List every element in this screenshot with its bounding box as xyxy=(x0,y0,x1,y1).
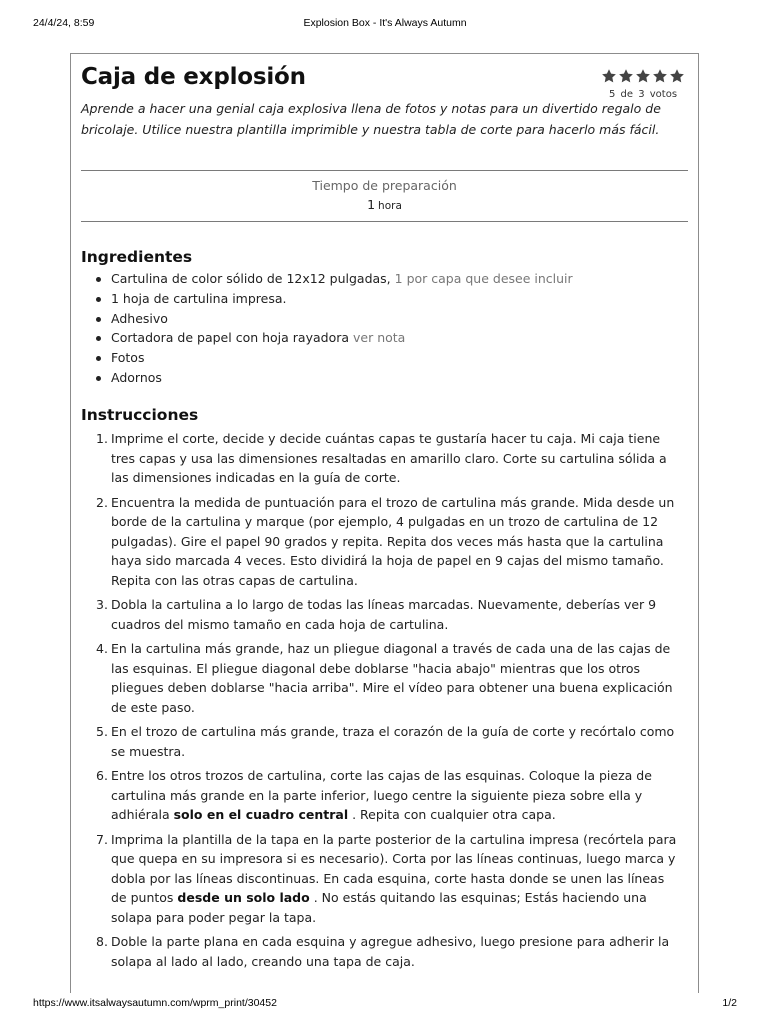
ingredient-item xyxy=(81,328,681,348)
instructions-heading: Instrucciones xyxy=(81,406,199,424)
ingredients-heading: Ingredientes xyxy=(81,248,193,266)
instruction-step xyxy=(81,639,681,717)
instruction-step xyxy=(81,595,681,634)
print-page-title: Explosion Box - It's Always Autumn xyxy=(303,17,467,29)
instruction-step xyxy=(81,429,681,488)
ingredient-item xyxy=(81,309,681,329)
step-number: 6. xyxy=(96,768,108,783)
instruction-step xyxy=(81,932,681,971)
star-icon[interactable] xyxy=(635,68,651,84)
print-header xyxy=(33,17,737,31)
step-number: 8. xyxy=(96,934,108,949)
print-footer xyxy=(33,997,737,1011)
step-number: 1. xyxy=(96,431,108,446)
step-text-after: . No estás quitando las esquinas; Estás haciendo una solapa para poder pegar la tapa. xyxy=(111,890,647,925)
step-number: 7. xyxy=(96,831,108,847)
step-text: Imprima la plantilla de la tapa en la parte posterior de la cartulina impresa (recórtela para que quepa en su impresora si es necesario). Corta por las líneas continuas, luego marca y dobla por las líneas discontinuas. En cada esquina, corte hasta donde se unen las líneas de puntos xyxy=(111,831,677,905)
ingredient-text: 1 hoja de cartulina impresa. xyxy=(111,290,287,306)
rating-average: 5 xyxy=(608,89,616,100)
instruction-step xyxy=(81,493,681,591)
prep-time-value xyxy=(81,197,688,212)
instruction-step xyxy=(81,766,681,825)
ingredient-text: Cortadora de papel con hoja rayadora xyxy=(111,330,350,346)
step-text: Entre los otros trozos de cartulina, corte las cajas de las esquinas. Coloque la pieza de cartulina más grande en la parte inferior, luego centre la siguiente pieza sobre ella y adhiérala xyxy=(111,768,652,822)
recipe-title: Caja de explosión xyxy=(81,64,306,90)
print-page-number: 1/2 xyxy=(722,997,737,1009)
recipe-summary: Aprende a hacer una genial caja explosiva llena de fotos y notas para un divertido regalo de bricolaje. Utilice nuestra plantilla imprimible y nuestra tabla de corte para hacerlo más fácil. xyxy=(81,101,661,137)
star-icon[interactable] xyxy=(669,68,685,84)
ingredient-item xyxy=(81,289,681,309)
ingredient-text: Fotos xyxy=(111,350,145,366)
step-text: Dobla la cartulina a lo largo de todas las líneas marcadas. Nuevamente, deberías ver 9 cuadros del mismo tamaño en cada hoja de cartulina. xyxy=(111,597,657,632)
step-number: 2. xyxy=(96,494,108,510)
star-icon[interactable] xyxy=(652,68,668,84)
ingredient-text: Adornos xyxy=(111,369,162,385)
instruction-step xyxy=(81,722,681,761)
step-number: 4. xyxy=(96,641,108,656)
ingredient-item xyxy=(81,348,681,368)
ingredient-note: ver nota xyxy=(353,330,406,346)
ingredients-list xyxy=(81,269,681,388)
prep-time-unit: hora xyxy=(378,200,402,212)
step-text-after: . Repita con cualquier otra capa. xyxy=(348,807,556,822)
recipe-times xyxy=(81,170,688,222)
step-text: Doble la parte plana en cada esquina y agregue adhesivo, luego presione para adherir la solapa al lado al lado, creando una tapa de caja. xyxy=(111,934,670,969)
star-icon[interactable] xyxy=(618,68,634,84)
print-datetime: 24/4/24, 8:59 xyxy=(33,17,95,29)
rating-count-label: votos xyxy=(649,89,678,100)
ingredient-item xyxy=(81,368,681,388)
step-emphasis: solo en el cuadro central xyxy=(173,807,349,822)
ingredient-note: 1 por capa que desee incluir xyxy=(394,271,573,286)
ingredient-text: Cartulina de color sólido de 12x12 pulgadas, xyxy=(111,271,391,286)
instructions-list xyxy=(81,429,681,976)
prep-time-number: 1 xyxy=(367,197,376,212)
step-emphasis: desde un solo lado xyxy=(177,890,310,905)
recipe-card xyxy=(70,53,699,993)
ingredient-text: Adhesivo xyxy=(111,310,168,326)
step-number: 3. xyxy=(96,597,108,612)
step-text: Imprime el corte, decide y decide cuántas capas te gustaría hacer tu caja. Mi caja tiene tres capas y usa las dimensiones resaltadas en amarillo claro. Corte su cartulina sólida a las dimensiones indicadas en la guía de corte. xyxy=(111,431,667,485)
prep-time-label: Tiempo de preparación xyxy=(312,178,457,193)
step-number: 5. xyxy=(96,724,108,739)
rating-connector: de xyxy=(620,89,633,100)
instruction-step xyxy=(81,830,681,928)
step-text: Encuentra la medida de puntuación para el trozo de cartulina más grande. Mida desde un borde de la cartulina y marque (por ejemplo, 4 pulgadas en un trozo de cartulina de 12 pulgadas). Gire el papel 90 grados y repita. Repita dos veces más hasta que la cartulina haya sido marcada 4 veces. Esto dividirá la hoja de papel en 9 cajas del mismo tamaño. Repita con las otras capas de cartulina. xyxy=(111,494,675,588)
ingredient-item xyxy=(81,269,681,289)
step-text: En el trozo de cartulina más grande, traza el corazón de la guía de corte y recórtalo como se muestra. xyxy=(111,724,675,759)
print-url[interactable]: https://www.itsalwaysautumn.com/wprm_print/30452 xyxy=(33,997,277,1009)
rating-count: 3 xyxy=(638,89,645,100)
step-text: En la cartulina más grande, haz un pliegue diagonal a través de cada una de las cajas de las esquinas. El pliegue diagonal debe doblarse "hacia abajo" mientras que los otros pliegues deben doblarse "hacia arriba". Mire el vídeo para obtener una buena explicación de este paso. xyxy=(111,641,673,715)
recipe-rating[interactable] xyxy=(598,68,688,100)
star-icon[interactable] xyxy=(601,68,617,84)
rating-stars[interactable] xyxy=(598,68,688,84)
